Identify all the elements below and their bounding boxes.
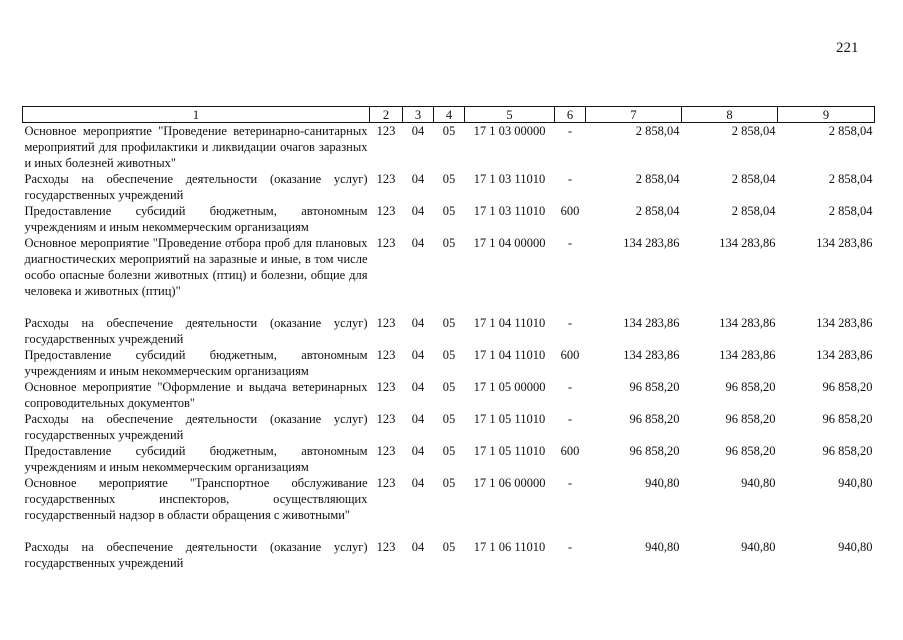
expense-type-cell: - [567,172,573,186]
row-name-cell: Расходы на обеспечение деятельности (оказание услуг) государственных учреждений [24,316,368,346]
row-name-cell: Предоставление субсидий бюджетным, автономным учреждениям и иным некоммерческим организациям [24,444,368,474]
section-cell: 04 [411,124,425,138]
header-cell: 6 [555,107,586,123]
page-number: 221 [836,40,859,56]
amount-col7-cell: 940,80 [645,476,680,490]
gl-code-cell: 123 [376,124,396,138]
amount-col8-cell: 134 283,86 [719,348,776,362]
amount-col7-cell: 96 858,20 [629,444,680,458]
amount-col8-cell: 96 858,20 [725,412,776,426]
table-row [23,203,875,235]
amount-col9-cell: 2 858,04 [828,124,873,138]
row-name-cell: Основное мероприятие "Проведение ветеринарно-санитарных мероприятий для профилактики и ликвидации очагов заразных и иных болезней животных" [24,124,368,170]
target-article-cell: 17 1 03 00000 [473,124,546,138]
amount-col7-cell: 134 283,86 [623,236,680,250]
amount-col9-cell: 2 858,04 [828,172,873,186]
amount-col7-cell: 2 858,04 [635,172,680,186]
amount-col7-cell: 96 858,20 [629,380,680,394]
row-name-cell: Расходы на обеспечение деятельности (оказание услуг) государственных учреждений [24,412,368,442]
expense-type-cell: - [567,316,573,330]
section-cell: 04 [411,380,425,394]
header-cell: 1 [23,107,370,123]
gl-code-cell: 123 [376,348,396,362]
table-row [23,411,875,443]
amount-col9-cell: 2 858,04 [828,204,873,218]
amount-col9-cell: 96 858,20 [822,412,873,426]
subsection-cell: 05 [442,236,456,250]
gl-code-cell: 123 [376,380,396,394]
table-row [23,347,875,379]
gl-code-cell: 123 [376,236,396,250]
section-cell: 04 [411,348,425,362]
row-name-cell: Основное мероприятие "Проведение отбора проб для плановых диагностических мероприятий на заразные и иные, в том числе особо опасные болезни животных (птиц) и болезни, общие для человека и животных (птиц)" [24,236,368,298]
gl-code-cell: 123 [376,444,396,458]
amount-col8-cell: 940,80 [741,476,776,490]
row-name-cell: Расходы на обеспечение деятельности (оказание услуг) государственных учреждений [24,540,368,570]
table-row [23,443,875,475]
target-article-cell: 17 1 05 11010 [473,412,546,426]
table-row [23,475,875,539]
subsection-cell: 05 [442,412,456,426]
amount-col9-cell: 134 283,86 [816,348,873,362]
subsection-cell: 05 [442,124,456,138]
target-article-cell: 17 1 05 00000 [473,380,546,394]
subsection-cell: 05 [442,540,456,554]
expense-type-cell: - [567,124,573,138]
amount-col8-cell: 96 858,20 [725,444,776,458]
amount-col7-cell: 96 858,20 [629,412,680,426]
table-row [23,123,875,172]
section-cell: 04 [411,204,425,218]
target-article-cell: 17 1 05 11010 [473,444,546,458]
expense-type-cell: - [567,236,573,250]
amount-col7-cell: 134 283,86 [623,316,680,330]
amount-col9-cell: 940,80 [838,476,873,490]
section-cell: 04 [411,476,425,490]
amount-col7-cell: 2 858,04 [635,204,680,218]
gl-code-cell: 123 [376,412,396,426]
expense-type-cell: - [567,412,573,426]
header-cell: 7 [586,107,682,123]
amount-col8-cell: 2 858,04 [731,124,776,138]
table-row [23,539,875,571]
amount-col7-cell: 2 858,04 [635,124,680,138]
amount-col8-cell: 96 858,20 [725,380,776,394]
section-cell: 04 [411,444,425,458]
header-cell: 5 [465,107,555,123]
row-name-cell: Расходы на обеспечение деятельности (оказание услуг) государственных учреждений [24,172,368,202]
row-name-cell: Основное мероприятие "Транспортное обслуживание государственных инспекторов, осуществляющих государственный надзор в области обращения с животными" [24,476,368,522]
subsection-cell: 05 [442,476,456,490]
amount-col9-cell: 134 283,86 [816,236,873,250]
row-name-cell: Предоставление субсидий бюджетным, автономным учреждениям и иным некоммерческим организациям [24,204,368,234]
expense-type-cell: 600 [560,204,580,218]
target-article-cell: 17 1 04 11010 [473,316,546,330]
amount-col7-cell: 134 283,86 [623,348,680,362]
subsection-cell: 05 [442,316,456,330]
subsection-cell: 05 [442,348,456,362]
subsection-cell: 05 [442,204,456,218]
amount-col9-cell: 940,80 [838,540,873,554]
amount-col8-cell: 2 858,04 [731,172,776,186]
amount-col7-cell: 940,80 [645,540,680,554]
expense-type-cell: - [567,476,573,490]
table-row [23,171,875,203]
table-body [23,123,875,572]
expense-type-cell: 600 [560,444,580,458]
section-cell: 04 [411,412,425,426]
gl-code-cell: 123 [376,476,396,490]
amount-col9-cell: 134 283,86 [816,316,873,330]
expense-type-cell: - [567,380,573,394]
header-cell: 3 [403,107,434,123]
target-article-cell: 17 1 04 11010 [473,348,546,362]
target-article-cell: 17 1 06 11010 [473,540,546,554]
amount-col8-cell: 134 283,86 [719,316,776,330]
amount-col8-cell: 134 283,86 [719,236,776,250]
expense-type-cell: 600 [560,348,580,362]
subsection-cell: 05 [442,172,456,186]
table-row [23,235,875,315]
expense-type-cell: - [567,540,573,554]
header-cell: 2 [370,107,403,123]
header-cell: 4 [434,107,465,123]
target-article-cell: 17 1 06 00000 [473,476,546,490]
budget-table [22,106,875,571]
target-article-cell: 17 1 03 11010 [473,204,546,218]
table-row [23,379,875,411]
section-cell: 04 [411,316,425,330]
amount-col9-cell: 96 858,20 [822,380,873,394]
amount-col9-cell: 96 858,20 [822,444,873,458]
section-cell: 04 [411,172,425,186]
header-row [23,107,875,123]
header-cell: 9 [778,107,875,123]
gl-code-cell: 123 [376,540,396,554]
gl-code-cell: 123 [376,204,396,218]
row-name-cell: Основное мероприятие "Оформление и выдача ветеринарных сопроводительных документов" [24,380,368,410]
subsection-cell: 05 [442,380,456,394]
gl-code-cell: 123 [376,172,396,186]
header-cell: 8 [682,107,778,123]
target-article-cell: 17 1 03 11010 [473,172,546,186]
table-row [23,315,875,347]
section-cell: 04 [411,236,425,250]
target-article-cell: 17 1 04 00000 [473,236,546,250]
gl-code-cell: 123 [376,316,396,330]
subsection-cell: 05 [442,444,456,458]
section-cell: 04 [411,540,425,554]
row-name-cell: Предоставление субсидий бюджетным, автономным учреждениям и иным некоммерческим организациям [24,348,368,378]
amount-col8-cell: 940,80 [741,540,776,554]
amount-col8-cell: 2 858,04 [731,204,776,218]
